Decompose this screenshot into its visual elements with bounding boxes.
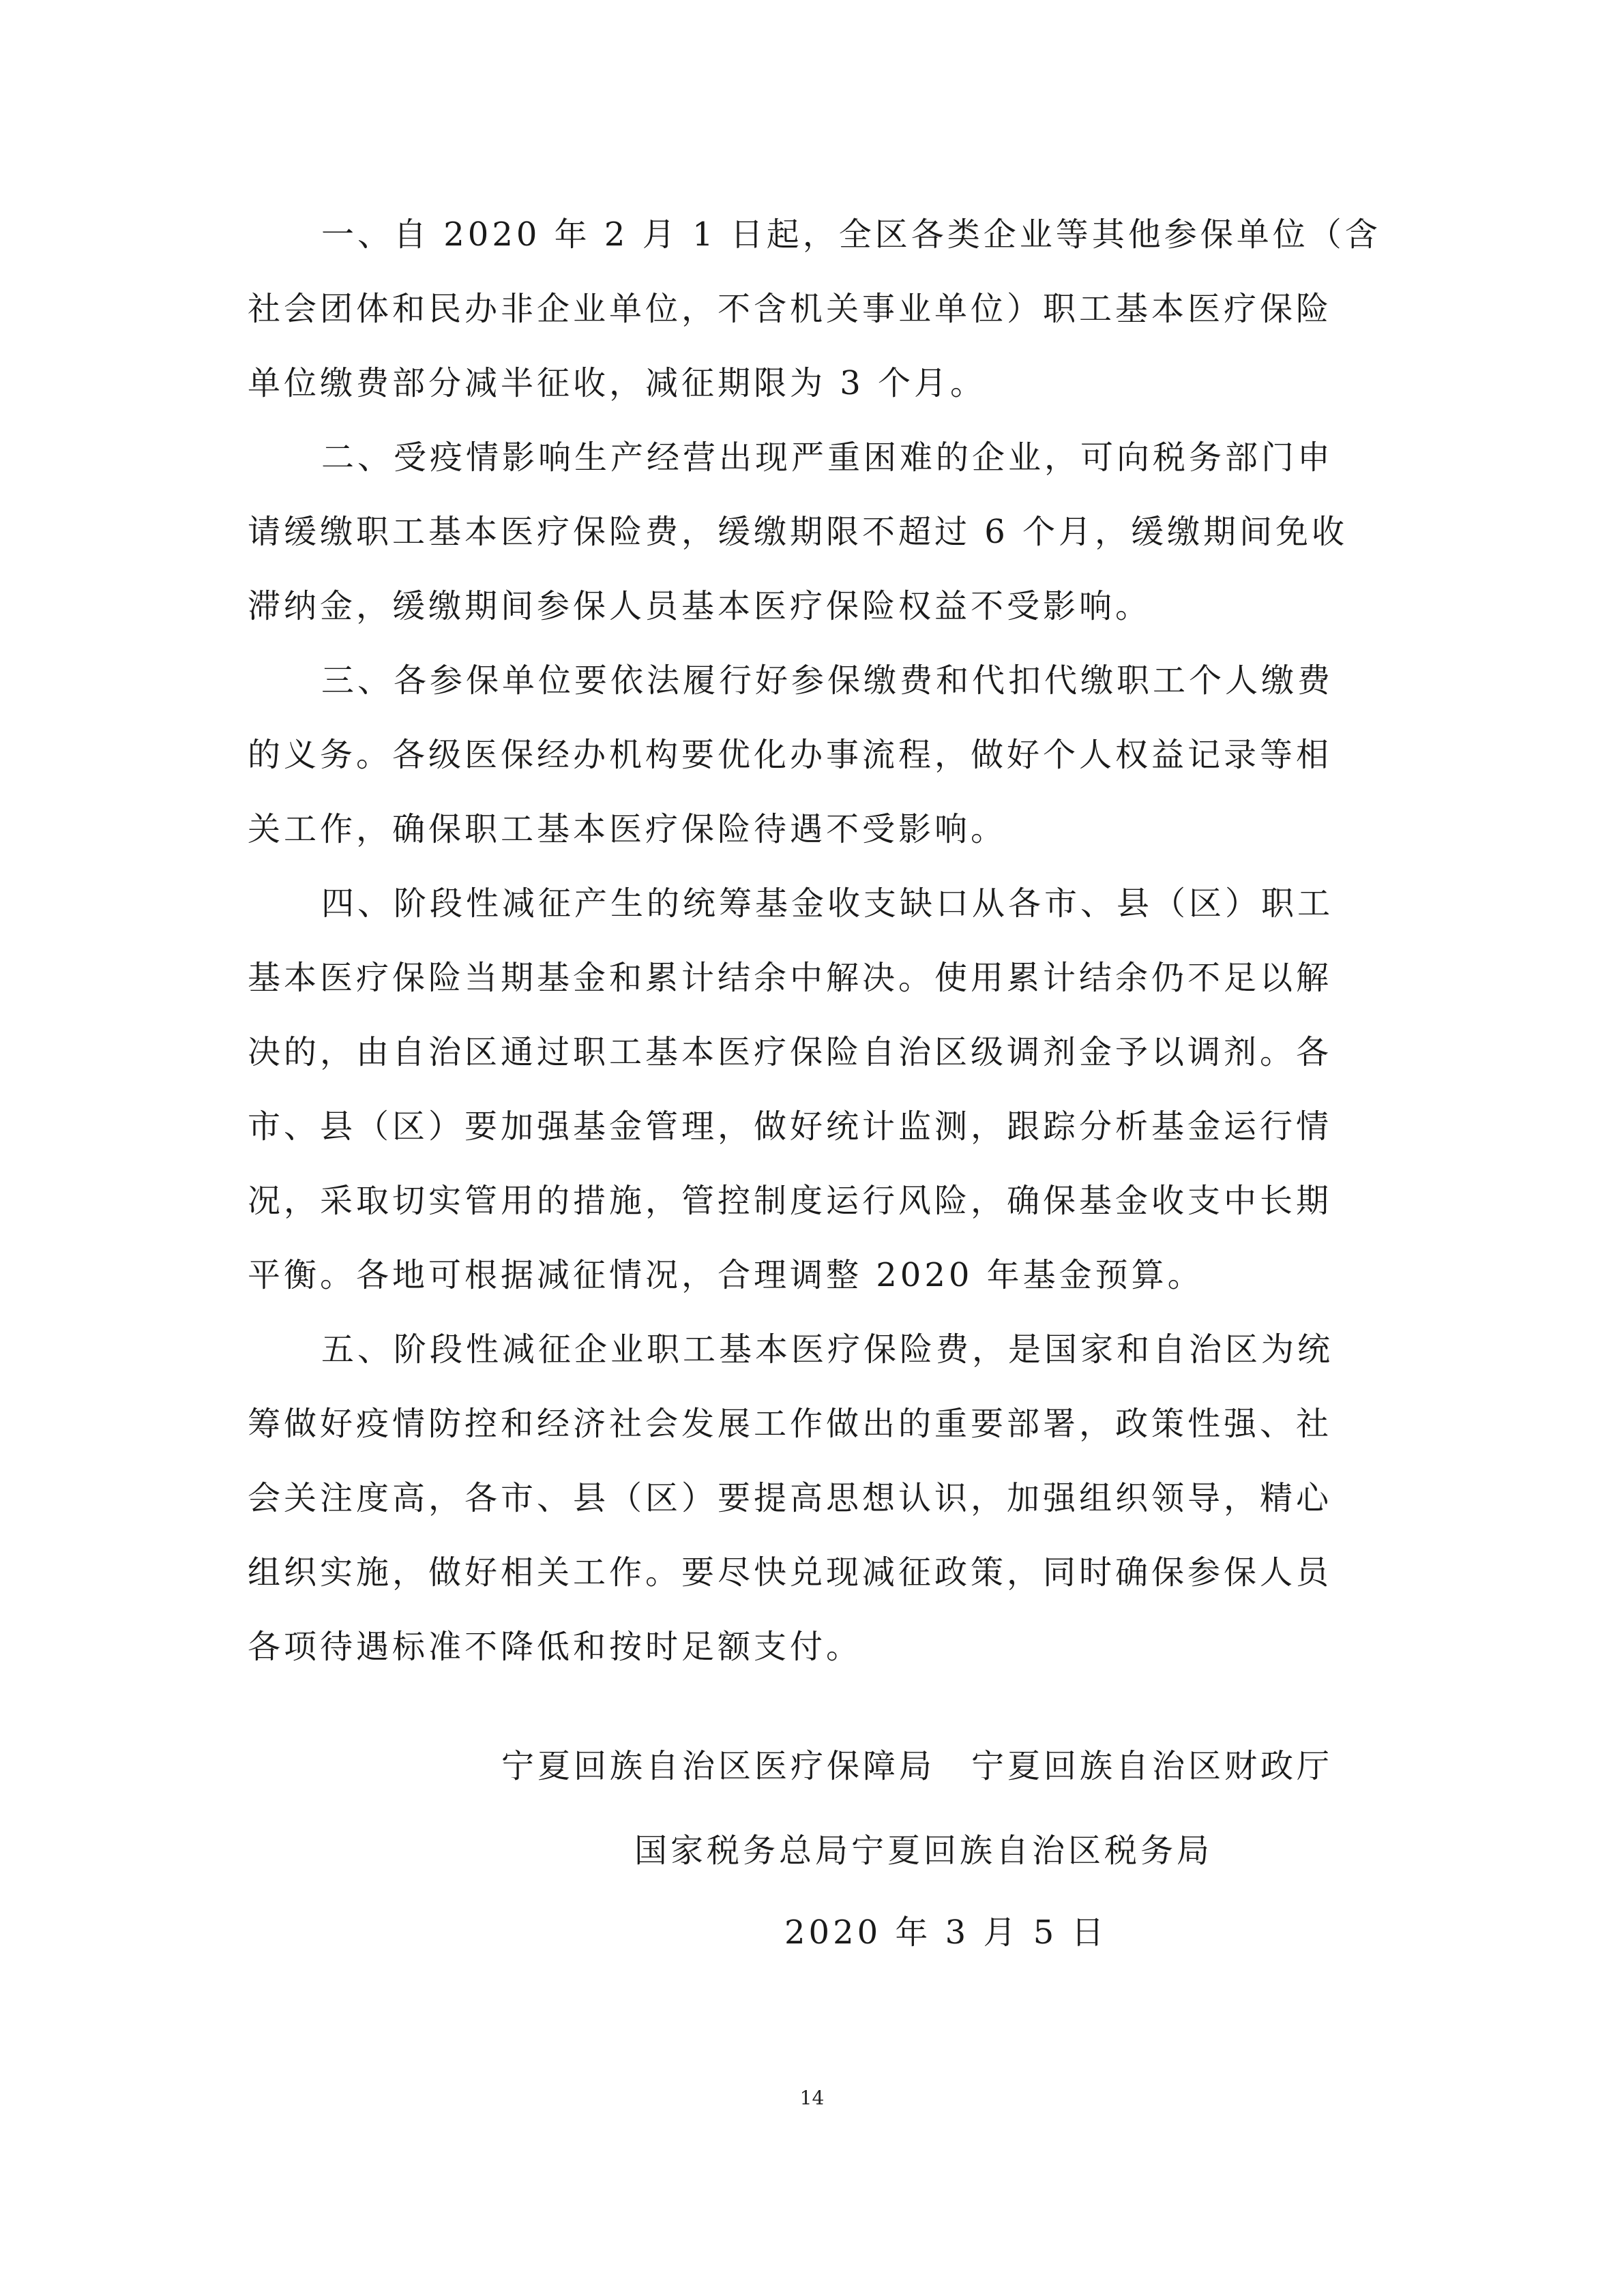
paragraph-line: 滞纳金，缓缴期间参保人员基本医疗保险权益不受影响。: [248, 587, 1152, 625]
paragraph-line: 况，采取切实管用的措施，管控制度运行风险，确保基金收支中长期: [248, 1182, 1333, 1220]
paragraph-2: [248, 421, 1385, 644]
paragraph-line: 组织实施，做好相关工作。要尽快兑现减征政策，同时确保参保人员: [248, 1553, 1333, 1592]
paragraph-1: [248, 198, 1385, 421]
issue-date: 2020 年 3 月 5 日: [784, 1913, 1108, 1952]
paragraph-line: 三、各参保单位要依法履行好参保缴费和代扣代缴职工个人缴费: [321, 661, 1334, 700]
document-body: [248, 198, 1385, 1684]
paragraph-line: 四、阶段性减征产生的统筹基金收支缺口从各市、县（区）职工: [321, 884, 1334, 923]
paragraph-4: [248, 867, 1385, 1313]
paragraph-line: 决的，由自治区通过职工基本医疗保险自治区级调剂金予以调剂。各: [248, 1033, 1333, 1071]
paragraph-3: [248, 644, 1385, 867]
paragraph-line: 各项待遇标准不降低和按时足额支付。: [248, 1628, 863, 1666]
paragraph-line: 关工作，确保职工基本医疗保险待遇不受影响。: [248, 810, 1007, 848]
paragraph-line: 平衡。各地可根据减征情况，合理调整 2020 年基金预算。: [248, 1256, 1204, 1294]
paragraph-line: 基本医疗保险当期基金和累计结余中解决。使用累计结余仍不足以解: [248, 959, 1333, 997]
issuer-line-2: 国家税务总局宁夏回族自治区税务局: [634, 1832, 1213, 1870]
paragraph-line: 筹做好疫情防控和经济社会发展工作做出的重要部署，政策性强、社: [248, 1405, 1333, 1443]
paragraph-line: 请缓缴职工基本医疗保险费，缓缴期限不超过 6 个月，缓缴期间免收: [248, 513, 1348, 551]
paragraph-line: 社会团体和民办非企业单位，不含机关事业单位）职工基本医疗保险: [248, 290, 1333, 328]
paragraph-5: [248, 1313, 1385, 1684]
issuer-line-1: 宁夏回族自治区医疗保障局 宁夏回族自治区财政厅: [501, 1747, 1333, 1785]
paragraph-line: 二、受疫情影响生产经营出现严重困难的企业，可向税务部门申: [321, 438, 1334, 477]
paragraph-line: 的义务。各级医保经办机构要优化办事流程，做好个人权益记录等相: [248, 736, 1333, 774]
paragraph-line: 市、县（区）要加强基金管理，做好统计监测，跟踪分析基金运行情: [248, 1107, 1333, 1146]
page-number: 14: [799, 2087, 825, 2109]
paragraph-line: 单位缴费部分减半征收，减征期限为 3 个月。: [248, 364, 987, 402]
paragraph-line: 一、自 2020 年 2 月 1 日起，全区各类企业等其他参保单位（含: [321, 215, 1381, 254]
paragraph-line: 五、阶段性减征企业职工基本医疗保险费，是国家和自治区为统: [321, 1330, 1334, 1369]
paragraph-line: 会关注度高，各市、县（区）要提高思想认识，加强组织领导，精心: [248, 1479, 1333, 1517]
